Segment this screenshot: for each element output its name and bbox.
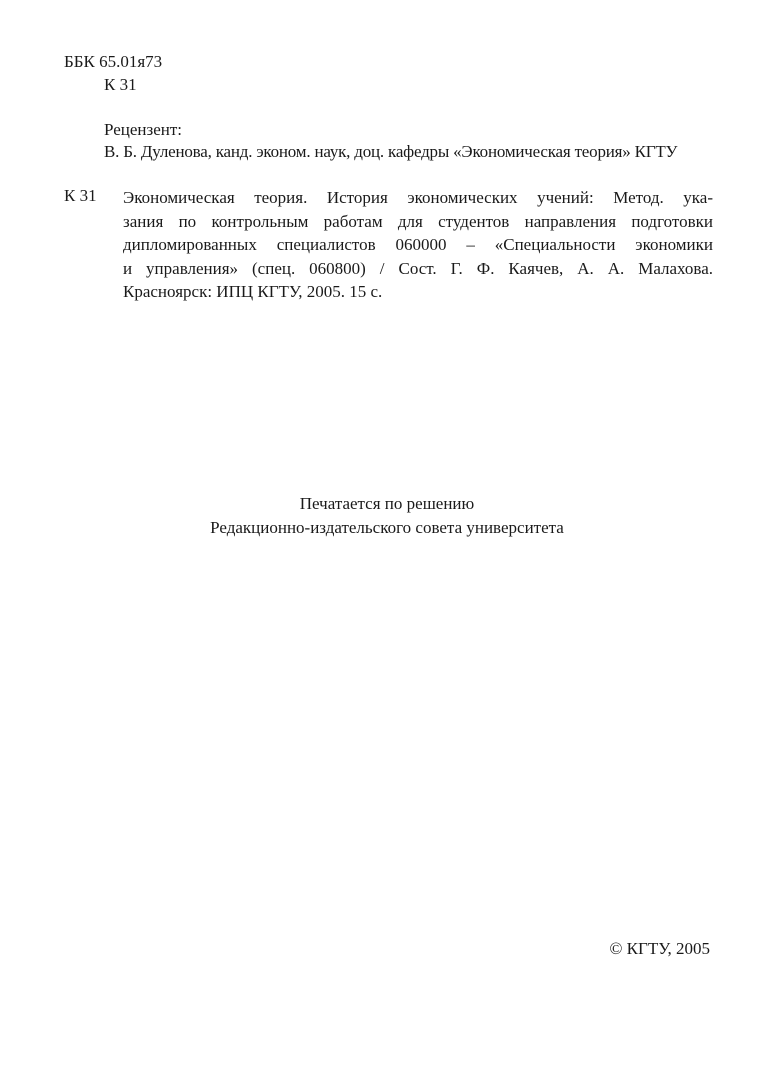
entry-line: Экономическая теория. История экономических учений: Метод. ука- — [123, 188, 713, 207]
bibliographic-entry — [123, 186, 713, 304]
entry-line: дипломированных специалистов 060000 – «Специальности экономики — [123, 235, 713, 254]
entry-line: Красноярск: ИПЦ КГТУ, 2005. 15 с. — [123, 282, 383, 301]
copyright-notice: © КГТУ, 2005 — [609, 939, 710, 958]
reviewer-text: В. Б. Дуленова, канд. эконом. наук, доц. кафедры «Экономическая теория» КГТУ — [104, 142, 678, 161]
entry-author-mark: К 31 — [64, 186, 97, 205]
publication-note-line-1: Печатается по решению — [299, 494, 475, 513]
entry-line: и управления» (спец. 060800) / Сост. Г. Ф. Каячев, А. А. Малахова. — [123, 258, 713, 278]
reviewer-label: Рецензент: — [104, 120, 183, 139]
author-mark: К 31 — [104, 75, 137, 94]
publication-note-line-2: Редакционно-издательского совета университета — [210, 518, 564, 537]
publication-note — [0, 492, 774, 540]
entry-line: зания по контрольным работам для студентов направления подготовки — [123, 211, 713, 231]
bbk-classification: ББК 65.01я73 — [64, 52, 163, 71]
